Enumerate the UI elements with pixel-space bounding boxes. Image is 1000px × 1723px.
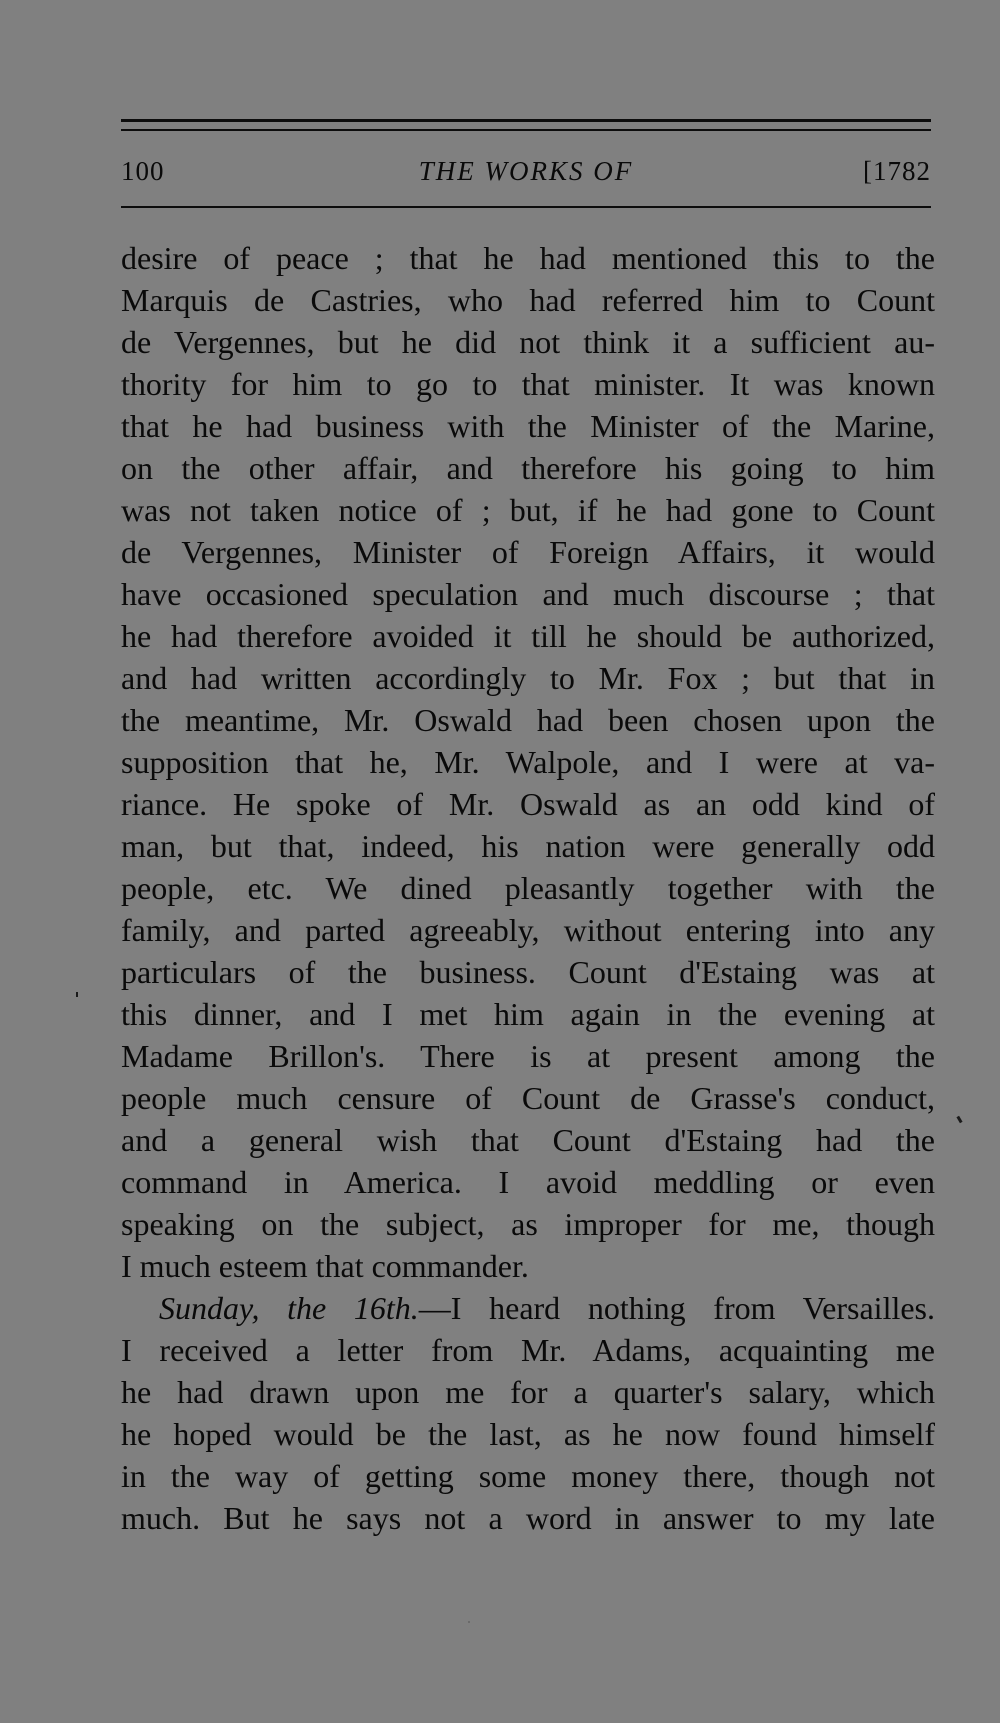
top-rule-thin xyxy=(121,129,931,131)
text-line: was not taken notice of ; but, if he had gone to Count xyxy=(121,492,935,528)
running-title: THE WORKS OF xyxy=(418,156,634,186)
text-line: desire of peace ; that he had mentioned this to the xyxy=(121,240,935,276)
text-line: people, etc. We dined pleasantly together with the xyxy=(121,870,935,906)
text-line: he had therefore avoided it till he should be authorized, xyxy=(121,618,935,654)
running-head xyxy=(121,156,931,192)
text-line xyxy=(121,1287,935,1329)
paragraph-2 xyxy=(121,1287,935,1539)
text-line: de Vergennes, but he did not think it a sufficient au- xyxy=(121,324,935,360)
text-line: de Vergennes, Minister of Foreign Affairs, it would xyxy=(121,534,935,570)
text-line: riance. He spoke of Mr. Oswald as an odd kind of xyxy=(121,786,935,822)
text-line: he hoped would be the last, as he now found himself xyxy=(121,1416,935,1452)
text-line: have occasioned speculation and much discourse ; that xyxy=(121,576,935,612)
text-line: that he had business with the Minister of the Marine, xyxy=(121,408,935,444)
text-line: particulars of the business. Count d'Estaing was at xyxy=(121,954,935,990)
text-line: supposition that he, Mr. Walpole, and I were at va- xyxy=(121,744,935,780)
text-line: command in America. I avoid meddling or even xyxy=(121,1164,935,1200)
running-year: [1782 xyxy=(863,156,931,186)
text-line: he had drawn upon me for a quarter's salary, which xyxy=(121,1374,935,1410)
paragraph-1 xyxy=(121,237,935,1287)
text-line: I much esteem that commander. xyxy=(121,1248,529,1284)
text-line: thority for him to go to that minister. It was known xyxy=(121,366,935,402)
text-line: Madame Brillon's. There is at present among the xyxy=(121,1038,935,1074)
top-rule xyxy=(121,119,931,122)
ink-speck xyxy=(468,1621,470,1623)
text-line: much. But he says not a word in answer to my late xyxy=(121,1500,935,1536)
entry-date: Sunday, the 16th. xyxy=(159,1290,419,1326)
header-rule xyxy=(121,206,931,208)
text-line: in the way of getting some money there, though not xyxy=(121,1458,935,1494)
page-number: 100 xyxy=(121,156,165,186)
text-line: and had written accordingly to Mr. Fox ; but that in xyxy=(121,660,935,696)
text-line: and a general wish that Count d'Estaing had the xyxy=(121,1122,935,1158)
text-line: people much censure of Count de Grasse's conduct, xyxy=(121,1080,935,1116)
ink-speck xyxy=(956,1116,962,1124)
text-line: on the other affair, and therefore his going to him xyxy=(121,450,935,486)
text-line: man, but that, indeed, his nation were generally odd xyxy=(121,828,935,864)
entry-text: —I heard nothing from Versailles. xyxy=(418,1290,935,1326)
text-line: speaking on the subject, as improper for me, though xyxy=(121,1206,935,1242)
text-line: I received a letter from Mr. Adams, acquainting me xyxy=(121,1332,935,1368)
body-text xyxy=(121,237,935,1539)
text-line: family, and parted agreeably, without entering into any xyxy=(121,912,935,948)
text-line: Marquis de Castries, who had referred him to Count xyxy=(121,282,935,318)
text-line: this dinner, and I met him again in the evening at xyxy=(121,996,935,1032)
ink-speck xyxy=(76,992,78,997)
text-line: the meantime, Mr. Oswald had been chosen upon the xyxy=(121,702,935,738)
